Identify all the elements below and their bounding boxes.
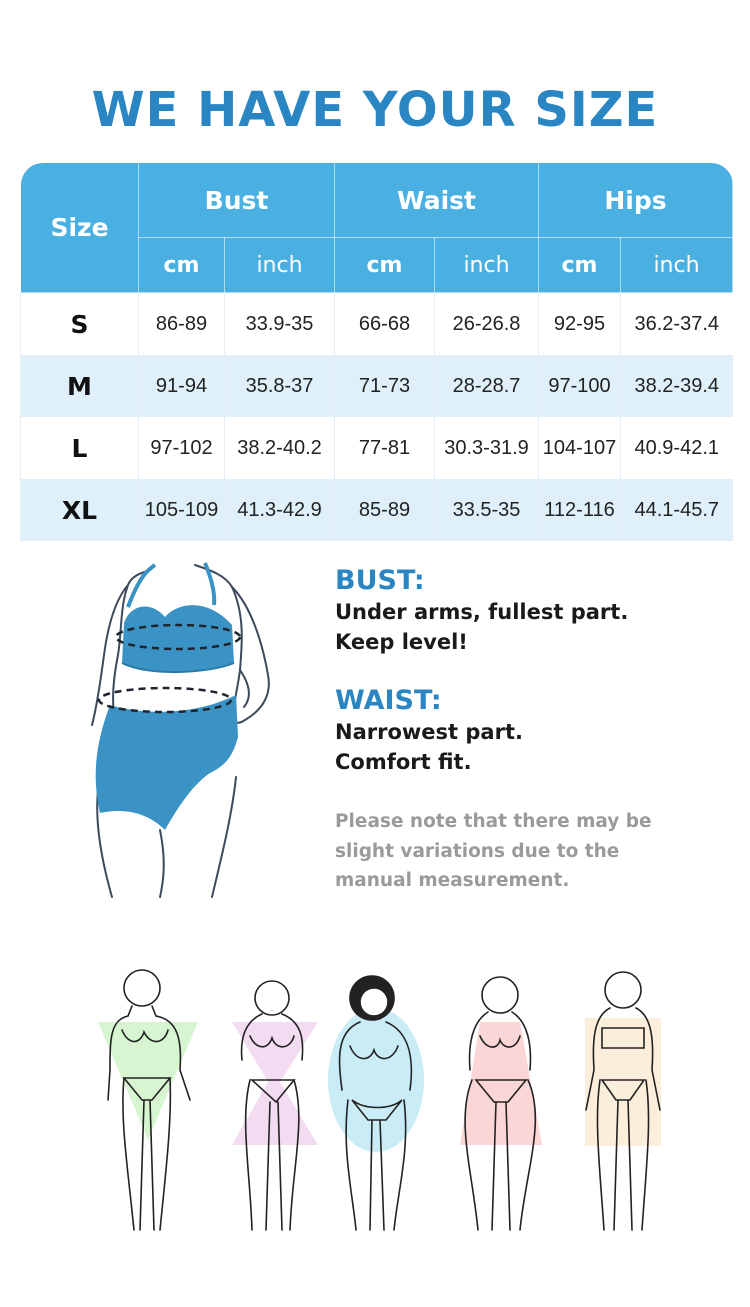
waist-instruction: Narrowest part.	[335, 720, 523, 744]
unit-header-cm: cm	[539, 238, 621, 293]
bust-instruction: Keep level!	[335, 630, 468, 654]
table-cell: 105-109	[139, 479, 225, 541]
unit-header-inch: inch	[225, 238, 335, 293]
table-cell: 97-102	[139, 417, 225, 479]
size-label: M	[21, 355, 139, 417]
size-label: XL	[21, 479, 139, 541]
table-cell: 30.3-31.9	[435, 417, 539, 479]
table-cell: 71-73	[335, 355, 435, 417]
size-chart-table	[20, 162, 733, 541]
o-shape-figure-icon	[328, 976, 424, 1230]
table-cell: 38.2-40.2	[225, 417, 335, 479]
bust-guide	[335, 565, 735, 657]
table-cell: 112-116	[539, 479, 621, 541]
table-cell: 86-89	[139, 293, 225, 356]
bust-heading: BUST:	[335, 565, 425, 596]
note-line: Please note that there may be	[335, 811, 652, 832]
body-shapes-illustration	[80, 950, 680, 1250]
note-line: manual measurement.	[335, 870, 570, 891]
measurement-note	[335, 807, 695, 896]
unit-header-cm: cm	[335, 238, 435, 293]
table-cell: 41.3-42.9	[225, 479, 335, 541]
size-label: L	[21, 417, 139, 479]
page-title: WE HAVE YOUR SIZE	[91, 82, 659, 138]
table-cell: 66-68	[335, 293, 435, 356]
table-row	[21, 293, 733, 356]
note-line: slight variations due to the	[335, 840, 620, 862]
waist-instruction: Comfort fit.	[335, 750, 472, 774]
table-cell: 85-89	[335, 479, 435, 541]
table-row	[21, 417, 733, 479]
table-cell: 77-81	[335, 417, 435, 479]
unit-header-cm: cm	[139, 238, 225, 293]
bust-instruction: Under arms, fullest part.	[335, 600, 629, 624]
hips-header: Hips	[539, 163, 733, 238]
unit-header-inch: inch	[435, 238, 539, 293]
table-cell: 26-26.8	[435, 293, 539, 356]
size-header: Size	[21, 163, 139, 293]
table-row	[21, 355, 733, 417]
waist-guide	[335, 685, 735, 777]
table-cell: 91-94	[139, 355, 225, 417]
body-measure-figure-icon	[0, 545, 300, 900]
table-cell: 33.9-35	[225, 293, 335, 356]
table-cell: 40.9-42.1	[621, 417, 733, 479]
unit-header-inch: inch	[621, 238, 733, 293]
v-shape-figure-icon	[98, 970, 198, 1230]
table-cell: 35.8-37	[225, 355, 335, 417]
table-cell: 97-100	[539, 355, 621, 417]
waist-header: Waist	[335, 163, 539, 238]
bust-header: Bust	[139, 163, 335, 238]
table-cell: 33.5-35	[435, 479, 539, 541]
table-row	[21, 479, 733, 541]
table-cell: 28-28.7	[435, 355, 539, 417]
table-cell: 92-95	[539, 293, 621, 356]
table-cell: 104-107	[539, 417, 621, 479]
h-shape-figure-icon	[585, 972, 661, 1230]
x-shape-figure-icon	[232, 981, 318, 1230]
table-cell: 38.2-39.4	[621, 355, 733, 417]
waist-heading: WAIST:	[335, 685, 442, 716]
a-shape-figure-icon	[460, 977, 542, 1230]
table-cell: 44.1-45.7	[621, 479, 733, 541]
table-cell: 36.2-37.4	[621, 293, 733, 356]
size-label: S	[21, 293, 139, 356]
